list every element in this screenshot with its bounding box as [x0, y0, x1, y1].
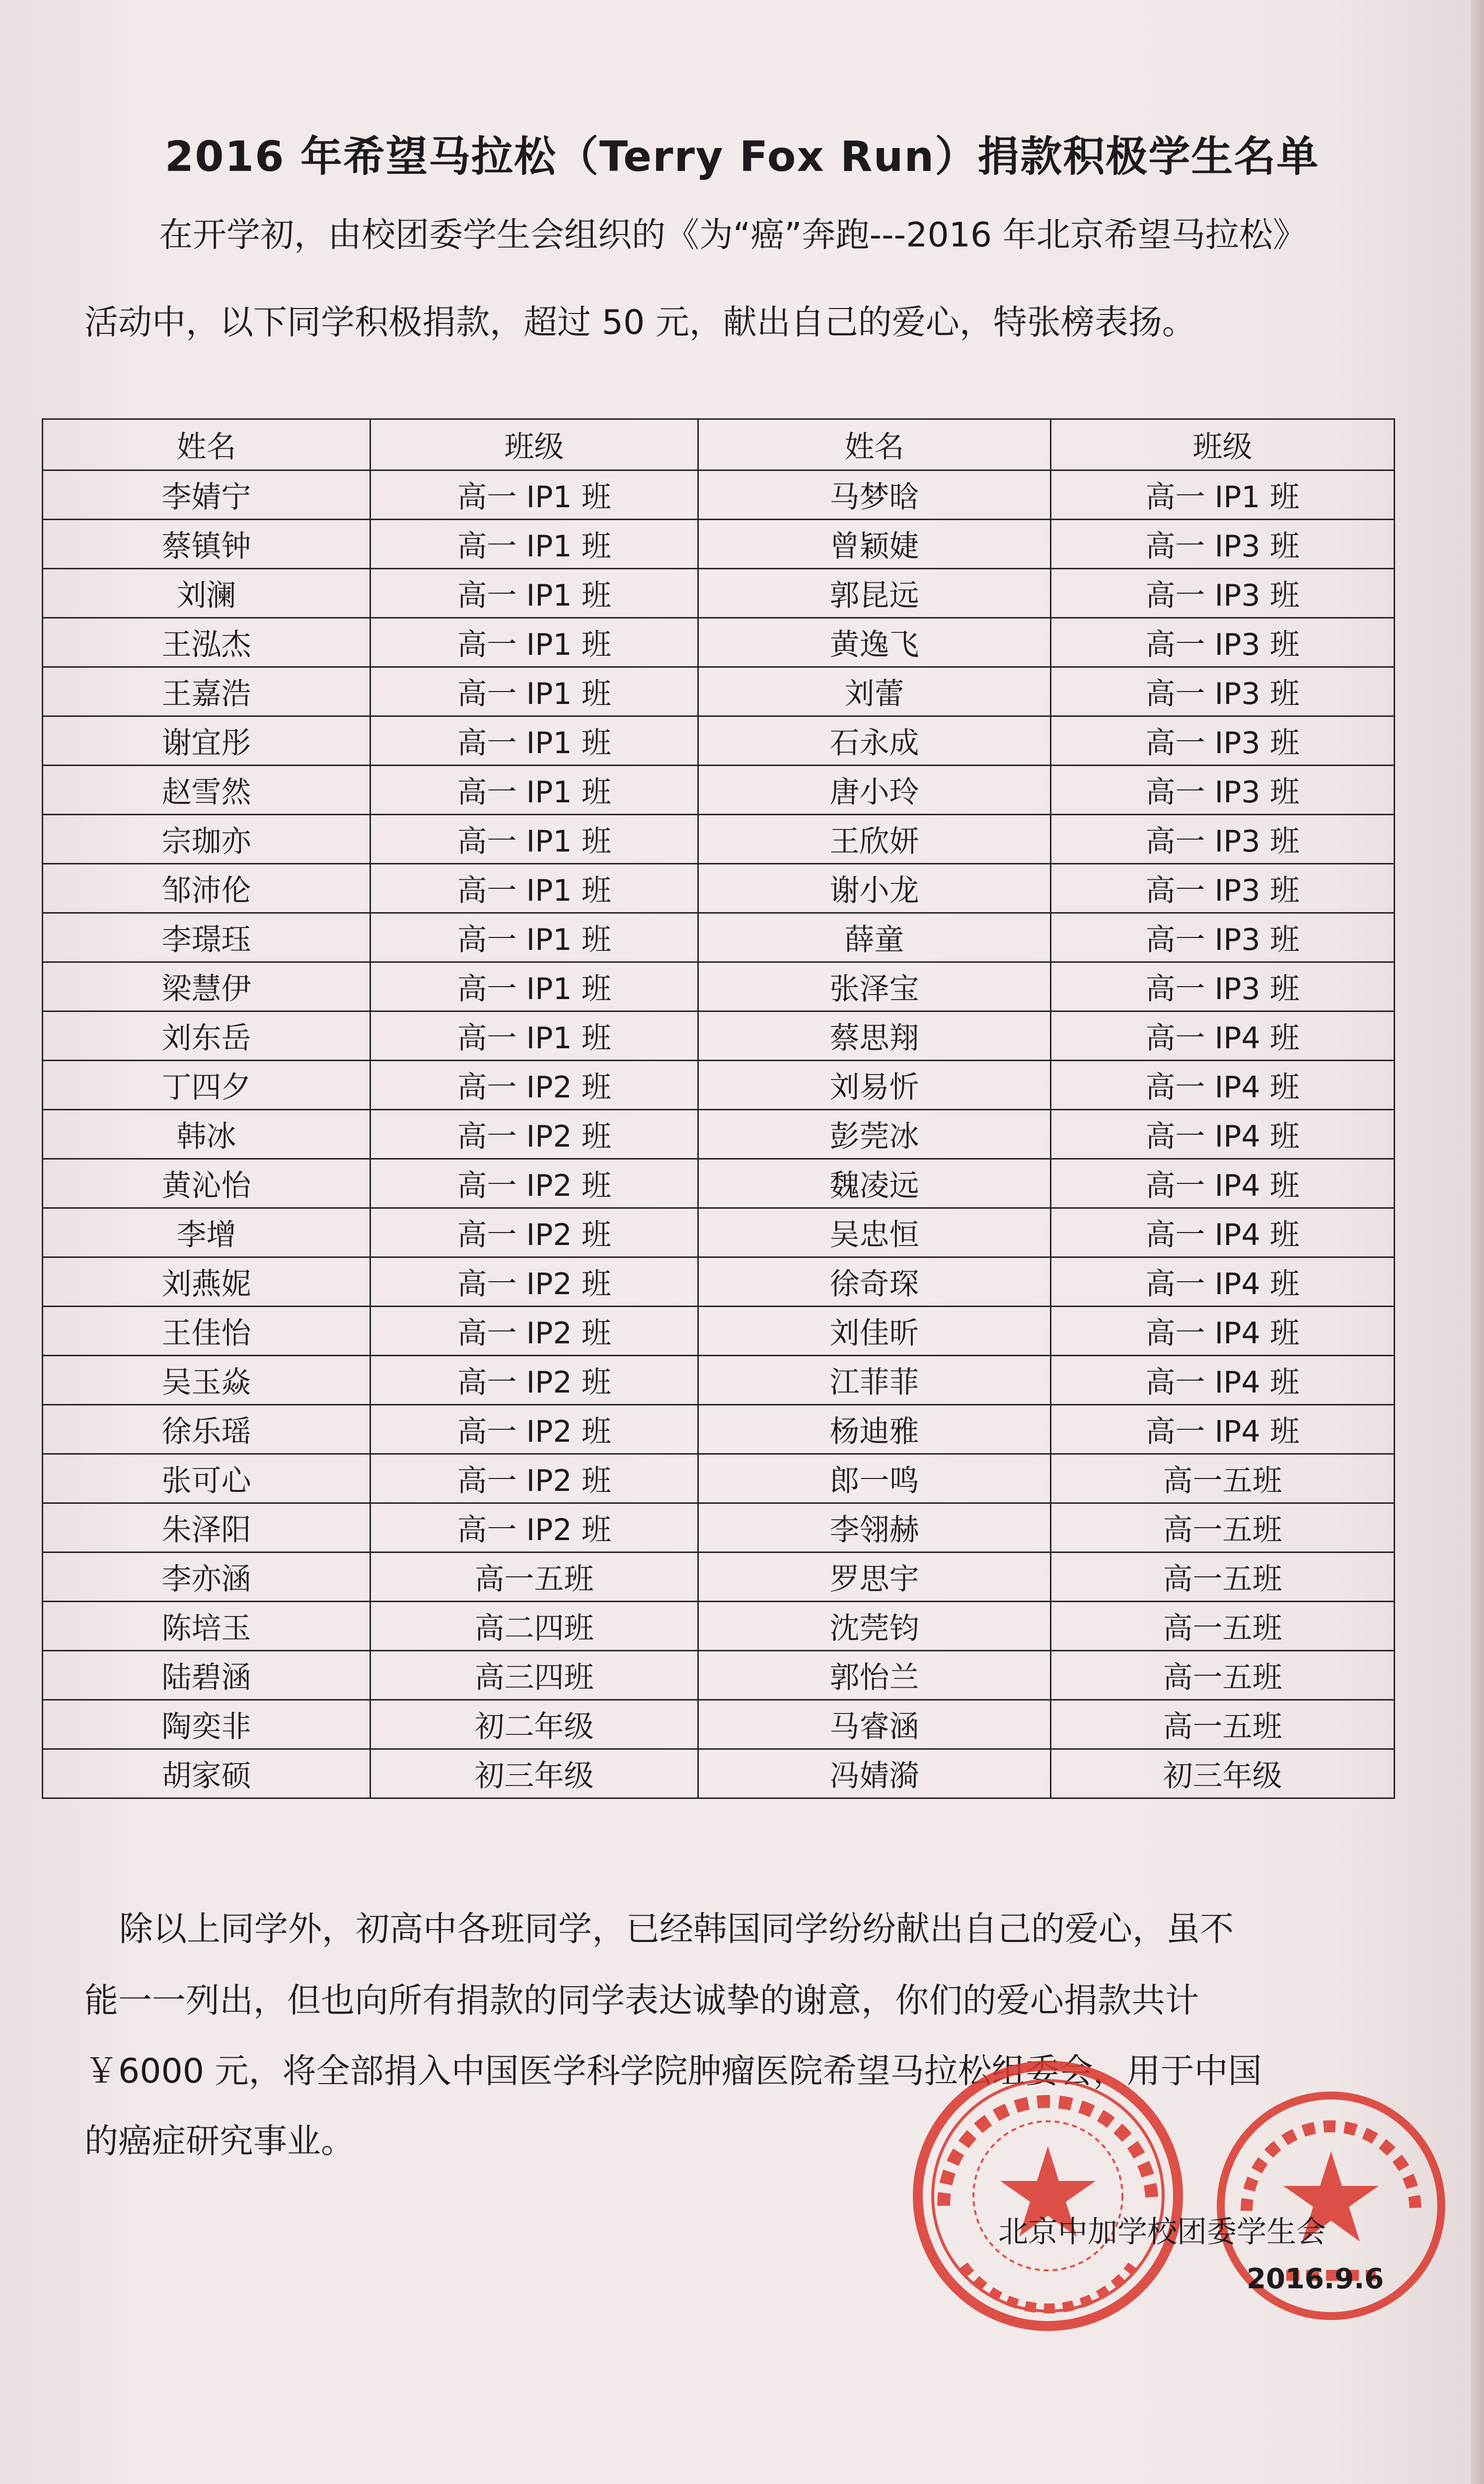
student-name-cell: 魏凌远	[698, 1159, 1051, 1208]
student-name-cell: 谢小龙	[698, 864, 1051, 913]
school-seal-stamp	[909, 2057, 1187, 2335]
table-row	[43, 1405, 1395, 1454]
table-row	[43, 618, 1395, 667]
closing-line-4: 的癌症研究事业。	[84, 2122, 355, 2161]
student-class-cell: 高一 IP4 班	[1051, 1110, 1395, 1159]
table-body	[43, 470, 1395, 1798]
closing-line-2: 能一一列出，但也向所有捐款的同学表达诚挚的谢意，你们的爱心捐款共计	[84, 1981, 1199, 2020]
signature-organization: 北京中加学校团委学生会	[998, 2215, 1326, 2250]
student-class-cell: 初二年级	[371, 1700, 698, 1749]
student-name-cell: 刘燕妮	[43, 1257, 371, 1307]
student-class-cell: 高一 IP1 班	[371, 618, 698, 667]
student-class-cell: 高一 IP3 班	[1051, 716, 1395, 766]
table-row	[43, 1356, 1395, 1405]
student-name-cell: 刘蕾	[698, 667, 1051, 716]
student-name-cell: 李翎赫	[698, 1503, 1051, 1552]
table-row	[43, 1602, 1395, 1651]
student-class-cell: 高一 IP1 班	[371, 766, 698, 815]
student-class-cell: 高一五班	[1051, 1700, 1395, 1749]
student-class-cell: 高一 IP2 班	[371, 1110, 698, 1159]
signature-date: 2016.9.6	[1247, 2263, 1384, 2295]
table-header-row	[43, 419, 1395, 470]
table-row	[43, 470, 1395, 520]
table-row	[43, 1700, 1395, 1749]
student-class-cell: 高一 IP3 班	[1051, 815, 1395, 864]
page-title: 2016 年希望马拉松（Terry Fox Run）捐款积极学生名单	[164, 132, 1320, 181]
student-name-cell: 王泓杰	[43, 618, 371, 667]
student-name-cell: 徐乐瑶	[43, 1405, 371, 1454]
student-name-cell: 吴忠恒	[698, 1208, 1051, 1257]
student-class-cell: 初三年级	[1051, 1749, 1395, 1798]
student-class-cell: 初三年级	[371, 1749, 698, 1798]
student-name-cell: 谢宜彤	[43, 716, 371, 766]
student-name-cell: 石永成	[698, 716, 1051, 766]
closing-line-1: 除以上同学外，初高中各班同学，已经韩国同学纷纷献出自己的爱心，虽不	[119, 1910, 1234, 1949]
student-name-cell: 薛童	[698, 913, 1051, 962]
student-name-cell: 王欣妍	[698, 815, 1051, 864]
student-class-cell: 高一 IP2 班	[371, 1159, 698, 1208]
student-name-cell: 唐小玲	[698, 766, 1051, 815]
student-name-cell: 郭怡兰	[698, 1651, 1051, 1700]
student-class-cell: 高一 IP1 班	[371, 667, 698, 716]
table-row	[43, 1552, 1395, 1602]
student-class-cell: 高一 IP3 班	[1051, 962, 1395, 1011]
table-row	[43, 1011, 1395, 1061]
closing-line-3: ￥6000 元，将全部捐入中国医学科学院肿瘤医院希望马拉松组委会，用于中国	[84, 2052, 1262, 2091]
table-row	[43, 569, 1395, 618]
student-class-cell: 高一 IP4 班	[1051, 1405, 1395, 1454]
student-name-cell: 马睿涵	[698, 1700, 1051, 1749]
student-class-cell: 高一 IP4 班	[1051, 1159, 1395, 1208]
table-row	[43, 1061, 1395, 1110]
student-class-cell: 高一 IP1 班	[371, 962, 698, 1011]
student-name-cell: 徐奇琛	[698, 1257, 1051, 1307]
table-row	[43, 913, 1395, 962]
table-row	[43, 716, 1395, 766]
student-class-cell: 高一 IP3 班	[1051, 913, 1395, 962]
student-class-cell: 高一五班	[1051, 1454, 1395, 1503]
table-row	[43, 864, 1395, 913]
table-row	[43, 1159, 1395, 1208]
student-class-cell: 高一 IP3 班	[1051, 618, 1395, 667]
student-class-cell: 高一 IP2 班	[371, 1307, 698, 1356]
student-class-cell: 高一 IP2 班	[371, 1503, 698, 1552]
student-name-cell: 罗思宇	[698, 1552, 1051, 1602]
student-name-cell: 李亦涵	[43, 1552, 371, 1602]
student-class-cell: 高一 IP1 班	[371, 470, 698, 520]
student-class-cell: 高一 IP4 班	[1051, 1011, 1395, 1061]
student-class-cell: 高一 IP2 班	[371, 1061, 698, 1110]
student-class-cell: 高一五班	[1051, 1503, 1395, 1552]
header-name-2: 姓名	[698, 419, 1051, 470]
student-name-cell: 刘易忻	[698, 1061, 1051, 1110]
table-row	[43, 1257, 1395, 1307]
student-class-cell: 高一 IP4 班	[1051, 1061, 1395, 1110]
student-name-cell: 韩冰	[43, 1110, 371, 1159]
student-class-cell: 高一 IP2 班	[371, 1356, 698, 1405]
student-class-cell: 高一 IP4 班	[1051, 1307, 1395, 1356]
student-class-cell: 高一 IP3 班	[1051, 569, 1395, 618]
table-row	[43, 815, 1395, 864]
table-row	[43, 962, 1395, 1011]
header-class-1: 班级	[371, 419, 698, 470]
table-row	[43, 1651, 1395, 1700]
student-class-cell: 高一 IP1 班	[371, 520, 698, 569]
student-class-cell: 高一 IP4 班	[1051, 1356, 1395, 1405]
student-class-cell: 高一五班	[1051, 1552, 1395, 1602]
table-row	[43, 1454, 1395, 1503]
student-name-cell: 张泽宝	[698, 962, 1051, 1011]
table-row	[43, 1110, 1395, 1159]
student-name-cell: 陆碧涵	[43, 1651, 371, 1700]
student-class-cell: 高一 IP1 班	[371, 569, 698, 618]
student-name-cell: 王嘉浩	[43, 667, 371, 716]
student-name-cell: 冯婧漪	[698, 1749, 1051, 1798]
student-class-cell: 高一 IP3 班	[1051, 766, 1395, 815]
student-name-cell: 王佳怡	[43, 1307, 371, 1356]
table-row	[43, 1307, 1395, 1356]
student-class-cell: 高一 IP2 班	[371, 1454, 698, 1503]
table-row	[43, 520, 1395, 569]
student-name-cell: 陈培玉	[43, 1602, 371, 1651]
student-class-cell: 高一 IP1 班	[371, 864, 698, 913]
student-name-cell: 沈莞钧	[698, 1602, 1051, 1651]
student-class-cell: 高一 IP2 班	[371, 1208, 698, 1257]
student-name-cell: 李璟珏	[43, 913, 371, 962]
student-name-cell: 马梦晗	[698, 470, 1051, 520]
student-name-cell: 刘澜	[43, 569, 371, 618]
student-name-cell: 陶奕非	[43, 1700, 371, 1749]
table-row	[43, 1503, 1395, 1552]
student-name-cell: 郭昆远	[698, 569, 1051, 618]
student-class-cell: 高一 IP1 班	[371, 913, 698, 962]
student-name-cell: 朱泽阳	[43, 1503, 371, 1552]
header-class-2: 班级	[1051, 419, 1395, 470]
student-name-cell: 彭莞冰	[698, 1110, 1051, 1159]
table-row	[43, 1208, 1395, 1257]
student-class-cell: 高二四班	[371, 1602, 698, 1651]
table-row	[43, 766, 1395, 815]
donor-table	[42, 418, 1395, 1799]
table-row	[43, 667, 1395, 716]
student-name-cell: 郎一鸣	[698, 1454, 1051, 1503]
student-class-cell: 高一 IP1 班	[371, 1011, 698, 1061]
student-class-cell: 高三四班	[371, 1651, 698, 1700]
student-name-cell: 曾颖婕	[698, 520, 1051, 569]
student-name-cell: 江菲菲	[698, 1356, 1051, 1405]
student-class-cell: 高一 IP3 班	[1051, 667, 1395, 716]
student-name-cell: 杨迪雅	[698, 1405, 1051, 1454]
student-class-cell: 高一 IP2 班	[371, 1405, 698, 1454]
student-class-cell: 高一 IP1 班	[371, 815, 698, 864]
student-name-cell: 黄逸飞	[698, 618, 1051, 667]
student-name-cell: 张可心	[43, 1454, 371, 1503]
student-name-cell: 刘东岳	[43, 1011, 371, 1061]
student-name-cell: 蔡镇钟	[43, 520, 371, 569]
student-name-cell: 李增	[43, 1208, 371, 1257]
student-class-cell: 高一 IP3 班	[1051, 864, 1395, 913]
student-name-cell: 丁四夕	[43, 1061, 371, 1110]
student-name-cell: 李婧宁	[43, 470, 371, 520]
paper-edge	[1471, 0, 1484, 2484]
student-name-cell: 刘佳昕	[698, 1307, 1051, 1356]
student-class-cell: 高一 IP4 班	[1051, 1257, 1395, 1307]
student-name-cell: 梁慧伊	[43, 962, 371, 1011]
student-name-cell: 邹沛伦	[43, 864, 371, 913]
student-class-cell: 高一 IP4 班	[1051, 1208, 1395, 1257]
intro-line-1: 在开学初，由校团委学生会组织的《为“癌”奔跑---2016 年北京希望马拉松》	[159, 216, 1307, 255]
student-name-cell: 黄沁怡	[43, 1159, 371, 1208]
intro-line-2: 活动中，以下同学积极捐款，超过 50 元，献出自己的爱心，特张榜表扬。	[84, 303, 1196, 342]
student-name-cell: 胡家硕	[43, 1749, 371, 1798]
student-class-cell: 高一五班	[1051, 1602, 1395, 1651]
header-name-1: 姓名	[43, 419, 371, 470]
student-class-cell: 高一五班	[371, 1552, 698, 1602]
student-class-cell: 高一 IP1 班	[371, 716, 698, 766]
student-class-cell: 高一 IP2 班	[371, 1257, 698, 1307]
student-name-cell: 吴玉焱	[43, 1356, 371, 1405]
student-name-cell: 赵雪然	[43, 766, 371, 815]
student-class-cell: 高一 IP3 班	[1051, 520, 1395, 569]
table-row	[43, 1749, 1395, 1798]
student-class-cell: 高一 IP1 班	[1051, 470, 1395, 520]
student-class-cell: 高一五班	[1051, 1651, 1395, 1700]
student-name-cell: 蔡思翔	[698, 1011, 1051, 1061]
student-name-cell: 宗珈亦	[43, 815, 371, 864]
